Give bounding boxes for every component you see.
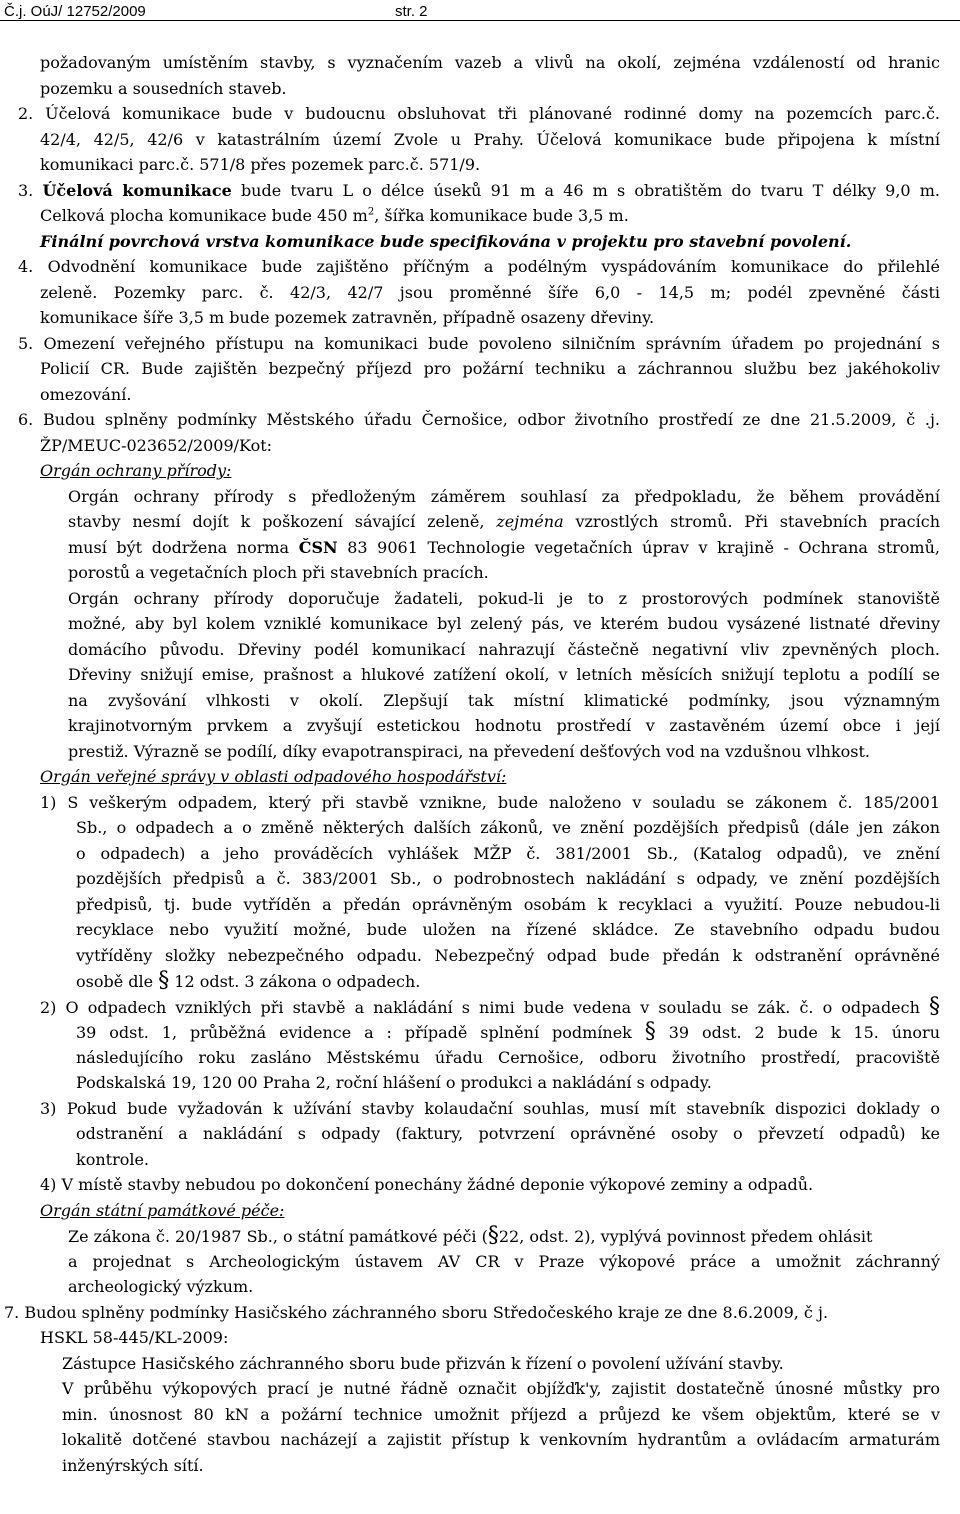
text-span: 2) O odpadech vzniklých při stavbě a nakládání s nimi bude vedena v souladu se zák. č. o odpadech bbox=[40, 998, 929, 1017]
text-line: archeologický výzkum. bbox=[68, 1277, 254, 1296]
text-line bbox=[40, 458, 231, 484]
text-span: , šířka komunikace bude 3,5 m. bbox=[374, 206, 629, 225]
section-sign: § bbox=[929, 994, 940, 1019]
text-line: 5. Omezení veřejného přístupu na komunikaci bude povoleno silničním správním úřadem po projednání s bbox=[18, 334, 940, 353]
text-span: 2 bbox=[367, 206, 375, 218]
text-line: min. únosnost 80 kN a požární technice umožnit příjezd a průjezd ke všem objektům, které se v bbox=[62, 1405, 940, 1424]
text-span: osobě dle bbox=[76, 972, 159, 991]
text-span: bude tvaru L o délce úseků 91 m a 46 m s obratištěm do tvaru T délky 9,0 m. bbox=[231, 181, 941, 200]
text-span: stavby nesmí dojít k poškození sávající zeleně, bbox=[68, 512, 497, 531]
text-span: Ze zákona č. 20/1987 Sb., o státní památkové péči ( bbox=[68, 1227, 488, 1246]
text-line: recyklace nebo využití možné, bude uložen na řízené skládce. Ze stavebního odpadu budou bbox=[76, 920, 940, 939]
text-line: požadovaným umístěním stavby, s vyznačením vazeb a vlivů na okolí, zejména vzdáleností od hranic bbox=[40, 53, 940, 72]
text-line: Sb., o odpadech a o změně některých dalších zákonů, ve znění pozdějších předpisů (dále jen zákon bbox=[76, 818, 940, 837]
text-line: krajinotvorným prvkem a zvyšují estetickou hodnotu prostředí v zastavěném území obce i její bbox=[68, 716, 940, 735]
text-line: inženýrských sítí. bbox=[62, 1456, 204, 1475]
text-line bbox=[40, 203, 629, 229]
text-span: 3. bbox=[18, 181, 43, 200]
text-line: ŽP/MEUC-023652/2009/Kot: bbox=[40, 436, 273, 455]
text-line: Orgán ochrany přírody s předloženým záměrem souhlasí za předpokladu, že během provádění bbox=[68, 487, 940, 506]
section-sign: § bbox=[158, 968, 170, 993]
text-line: porostů a vegetačních ploch při stavebních pracích. bbox=[68, 563, 489, 582]
text-span: Orgán státní památkové péče: bbox=[40, 1201, 285, 1220]
text-span: musí být dodržena norma bbox=[68, 538, 299, 557]
text-span: Účelová komunikace bbox=[42, 181, 232, 200]
text-span: Orgán veřejné správy v oblasti odpadového hospodářství: bbox=[40, 767, 507, 786]
text-line: Policií CR. Bude zajištěn bezpečný příjezd pro požární techniku a záchrannou službu bez jakéhokoliv bbox=[40, 359, 940, 378]
text-line: předpisů, tj. bude vytříděn a předán oprávněným osobám k recyklaci a využití. Pouze nebudou-li bbox=[76, 895, 940, 914]
text-line: odstranění a nakládání s odpady (faktury, potvrzení oprávněné osoby o převzetí odpadů) ke bbox=[76, 1124, 940, 1143]
text-line: vytříděny složky nebezpečného odpadu. Nebezpečný odpad bude předán k odstranění oprávněné bbox=[76, 946, 940, 965]
text-line: pozdějších předpisů a č. 383/2001 Sb., o podrobnostech nakládání s odpady, ve znění pozdějších bbox=[76, 869, 940, 888]
text-line: na zvyšování vlhkosti v okolí. Zlepšují tak místní klimatické podmínky, jsou významným bbox=[68, 691, 940, 710]
text-line: komunikaci parc.č. 571/8 přes pozemek parc.č. 571/9. bbox=[40, 155, 481, 174]
text-span: Finální povrchová vrstva komunikace bude specifikována v projektu pro stavební povolení. bbox=[40, 232, 852, 251]
text-line bbox=[40, 994, 940, 1020]
text-line bbox=[68, 535, 940, 561]
text-span: ČSN bbox=[298, 538, 338, 557]
section-sign: § bbox=[487, 1223, 499, 1248]
text-line: Dřeviny snižují emise, prašnost a hlukové zatížení okolí, v letních měsících snižují teplotu a podílí se bbox=[68, 665, 940, 684]
text-span: vzrostlých stromů. Při stavebních pracích bbox=[563, 512, 941, 531]
text-line: 4. Odvodnění komunikace bude zajištěno příčným a podélným vyspádováním komunikace do přilehlé bbox=[18, 257, 940, 276]
text-line: a projednat s Archeologickým ústavem AV CR v Praze výkopové práce a umožnit záchranný bbox=[68, 1252, 940, 1271]
text-line: 3) Pokud bude vyžadován k užívání stavby kolaudační souhlas, musí mít stavebník dispozici doklady o bbox=[40, 1099, 940, 1118]
text-line: 42/4, 42/5, 42/6 v katastrálním území Zvole u Prahy. Účelová komunikace bude připojena k místní bbox=[40, 130, 940, 149]
text-line bbox=[68, 509, 940, 535]
text-line: 6. Budou splněny podmínky Městského úřadu Černošice, odbor životního prostředí ze dne 21.5.2009, č .j. bbox=[18, 410, 940, 429]
text-span: 83 9061 Technologie vegetačních úprav v krajině - Ochrana stromů, bbox=[337, 538, 940, 557]
text-span: zejména bbox=[496, 512, 564, 531]
text-line: komunikace šíře 3,5 m bude pozemek zatravněn, případně osazeny dřeviny. bbox=[40, 308, 655, 327]
header-rule bbox=[0, 20, 960, 21]
text-line: 2. Účelová komunikace bude v budoucnu obsluhovat tři plánované rodinné domy na pozemcích parc.č. bbox=[18, 104, 940, 123]
text-line: Podskalská 19, 120 00 Praha 2, roční hlášení o produkci a nakládání s odpady. bbox=[76, 1073, 712, 1092]
text-line: pozemku a sousedních staveb. bbox=[40, 79, 287, 98]
text-line bbox=[68, 1223, 872, 1249]
text-line: zeleně. Pozemky parc. č. 42/3, 42/7 jsou proměnné šíře 6,0 - 14,5 m; podél zpevněné části bbox=[40, 283, 940, 302]
text-line: možné, aby byl kolem vzniklé komunikace byl zelený pás, ve kterém budou vysázené listnaté dřeviny bbox=[68, 614, 940, 633]
text-line: kontrole. bbox=[76, 1150, 150, 1169]
text-line bbox=[40, 229, 851, 255]
text-line: lokalitě dotčené stavbou nacházejí a zajistit přístup k venkovním hydrantům a ovládacím armaturám bbox=[62, 1430, 940, 1449]
text-line bbox=[40, 764, 506, 790]
text-line bbox=[76, 968, 420, 994]
text-line: V průběhu výkopových prací je nutné řádně označit objížďk'y, zajistit dostatečně únosné můstky pro bbox=[62, 1379, 940, 1398]
text-span: 39 odst. 2 bude k 15. únoru bbox=[655, 1023, 941, 1042]
text-line: HSKL 58-445/KL-2009: bbox=[40, 1328, 229, 1347]
text-span: 22, odst. 2), vyplývá povinnost předem ohlásit bbox=[498, 1227, 873, 1246]
text-line: 1) S veškerým odpadem, který při stavbě vznikne, bude naloženo v souladu se zákonem č. 185/2001 bbox=[40, 793, 940, 812]
text-line bbox=[40, 1198, 284, 1224]
text-line: následujícího roku zasláno Městskému úřadu Cernošice, odboru životního prostředí, pracoviště bbox=[76, 1048, 940, 1067]
text-line: 7. Budou splněny podmínky Hasičského záchranného sboru Středočeského kraje ze dne 8.6.2009, č j. bbox=[4, 1303, 829, 1322]
text-line: omezování. bbox=[40, 385, 132, 404]
text-line: domácího původu. Dřeviny podél komunikací nahrazují částečně negativní vliv zpevněných ploch. bbox=[68, 640, 940, 659]
text-span: 39 odst. 1, průběžná evidence a : případě splnění podmínek bbox=[76, 1023, 645, 1042]
text-line bbox=[18, 178, 940, 204]
text-line bbox=[76, 1019, 940, 1045]
text-line: 4) V místě stavby nebudou po dokončení ponechány žádné deponie výkopové zeminy a odpadů. bbox=[40, 1175, 814, 1194]
text-span: Celková plocha komunikace bude 450 m bbox=[40, 206, 368, 225]
text-line: Orgán ochrany přírody doporučuje žadateli, pokud-li je to z prostorových podmínek stanoviště bbox=[68, 589, 940, 608]
text-line: prestiž. Výrazně se podílí, díky evapotranspiraci, na převedení dešťových vod na vzdušnou vlhkost. bbox=[68, 742, 871, 761]
text-span: 12 odst. 3 zákona o odpadech. bbox=[169, 972, 421, 991]
page-header bbox=[0, 0, 960, 20]
text-line: o odpadech) a jeho prováděcích vyhlášek MŽP č. 381/2001 Sb., (Katalog odpadů), ve znění bbox=[76, 844, 940, 863]
section-sign: § bbox=[644, 1019, 656, 1044]
text-span: Orgán ochrany přírody: bbox=[40, 461, 232, 480]
text-line: Zástupce Hasičského záchranného sboru bude přizván k řízení o povolení užívání stavby. bbox=[62, 1354, 784, 1373]
document-reference: Č.j. OúJ/ 12752/2009 bbox=[4, 3, 146, 20]
page-number: str. 2 bbox=[395, 3, 428, 20]
